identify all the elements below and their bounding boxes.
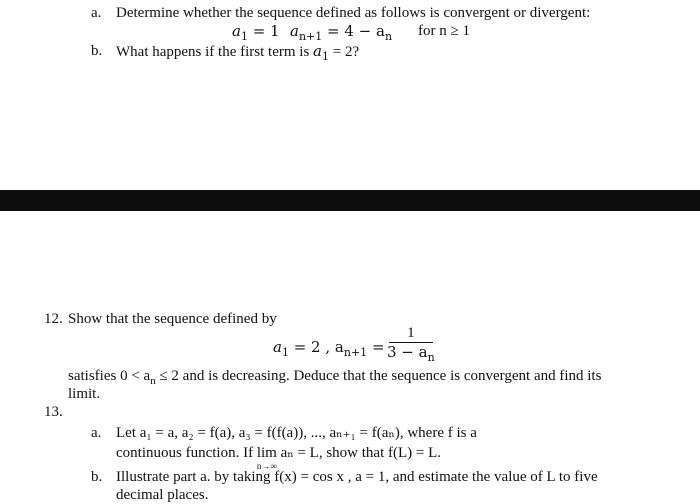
problem-13-a-line-2: continuous function. If lim n→∞ aₙ = L, show that f(L) = L. [116, 445, 442, 471]
problem-13-a-line-1: Let a₁ = a, a₂ = f(a), a₃ = f(f(a)), ..., aₙ₊₁ = f(aₙ), where f is a [116, 425, 477, 441]
problem-12-statement-line-1: satisfies $0 < a_n \le 2$ and is decreasing. Deduce that the sequence is convergent and find its [68, 368, 602, 387]
page-separator-bar [0, 190, 700, 211]
problem-13-a-label: a. [91, 425, 102, 441]
problem-13-b-label: b. [91, 469, 103, 485]
recurrence-initial: $a_1 = 1$ [232, 22, 280, 43]
item-a-label: a. [91, 5, 102, 21]
problem-12-fraction [387, 325, 435, 364]
item-b-label: b. [91, 43, 103, 59]
fraction-numerator: 1 [407, 325, 415, 341]
problem-12-formula-left: $a_1 = 2$ , $a_{n+1}$ = [273, 338, 385, 359]
problem-13-b-line-1: Illustrate part a. by taking f(x) = cos x , a = 1, and estimate the value of L to five [116, 469, 598, 485]
problem-12-intro: Show that the sequence defined by [68, 311, 277, 327]
problem-13-b-line-2: decimal places. [116, 487, 209, 503]
item-b-text: What happens if the first term is $a_1 = 2$? [116, 42, 360, 63]
problem-12-number: 12. [44, 311, 63, 327]
recurrence-condition: for n ≥ 1 [418, 23, 470, 39]
fraction-denominator: $3 - a_n$ [387, 343, 435, 364]
item-a-text: Determine whether the sequence defined as follows is convergent or divergent: [116, 5, 591, 21]
problem-13-number: 13. [44, 404, 63, 420]
recurrence-rule: $a_{n+1} = 4 - a_n$ [290, 22, 393, 43]
problem-12-statement-line-2: limit. [68, 386, 101, 402]
